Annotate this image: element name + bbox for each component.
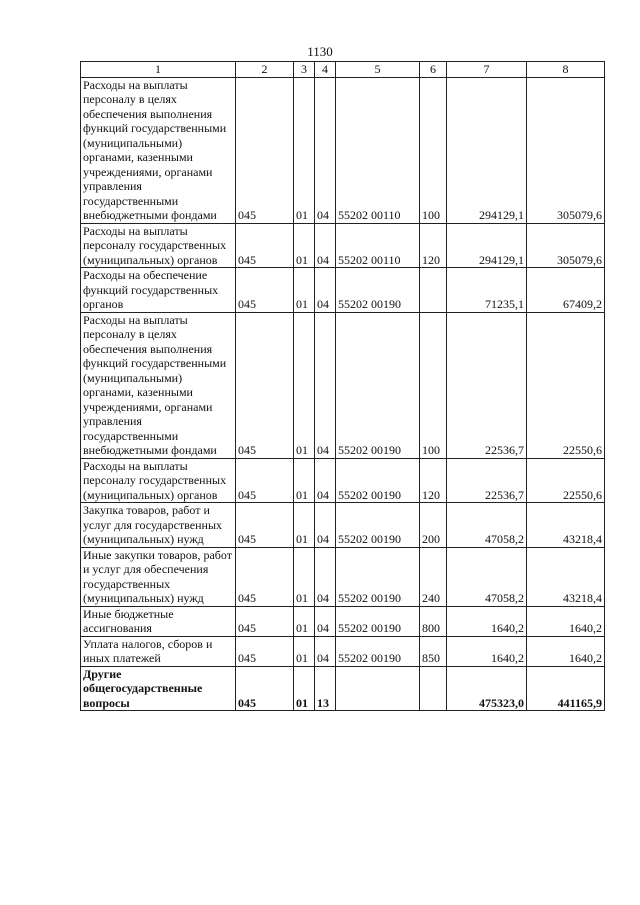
subsection-code: 04 [315, 77, 336, 223]
ministry-code: 045 [236, 458, 294, 503]
column-header: 6 [420, 62, 447, 78]
expense-type-code: 800 [420, 606, 447, 636]
expense-type-code: 100 [420, 312, 447, 458]
column-header: 1 [81, 62, 236, 78]
section-code: 01 [294, 77, 315, 223]
amount-year-1: 71235,1 [447, 268, 527, 313]
section-code: 01 [294, 666, 315, 711]
ministry-code: 045 [236, 77, 294, 223]
amount-year-2: 441165,9 [527, 666, 605, 711]
ministry-code: 045 [236, 666, 294, 711]
column-header: 7 [447, 62, 527, 78]
subsection-code: 04 [315, 312, 336, 458]
section-code: 01 [294, 458, 315, 503]
ministry-code: 045 [236, 223, 294, 268]
ministry-code: 045 [236, 268, 294, 313]
column-header: 4 [315, 62, 336, 78]
subsection-code: 04 [315, 636, 336, 666]
amount-year-2: 22550,6 [527, 312, 605, 458]
expense-type-code [420, 666, 447, 711]
amount-year-2: 305079,6 [527, 77, 605, 223]
amount-year-2: 1640,2 [527, 606, 605, 636]
row-description: Расходы на выплаты персоналу в целях обеспечения выполнения функций государственными (муниципальными) органами, казенными учреждениями, органами управления государственными внебюджетными фондами [81, 77, 236, 223]
target-article-code: 55202 00110 [336, 77, 420, 223]
ministry-code: 045 [236, 606, 294, 636]
amount-year-1: 1640,2 [447, 606, 527, 636]
expense-type-code: 120 [420, 458, 447, 503]
row-description: Закупка товаров, работ и услуг для государственных (муниципальных) нужд [81, 503, 236, 548]
row-description: Иные закупки товаров, работ и услуг для обеспечения государственных (муниципальных) нужд [81, 547, 236, 606]
target-article-code [336, 666, 420, 711]
table-row [81, 223, 605, 268]
row-description: Расходы на выплаты персоналу государственных (муниципальных) органов [81, 458, 236, 503]
section-code: 01 [294, 606, 315, 636]
row-description: Иные бюджетные ассигнования [81, 606, 236, 636]
subsection-code: 04 [315, 458, 336, 503]
expense-type-code: 240 [420, 547, 447, 606]
expense-type-code [420, 268, 447, 313]
target-article-code: 55202 00190 [336, 503, 420, 548]
row-description: Расходы на обеспечение функций государственных органов [81, 268, 236, 313]
table-row [81, 503, 605, 548]
amount-year-2: 67409,2 [527, 268, 605, 313]
expense-type-code: 100 [420, 77, 447, 223]
table-row [81, 312, 605, 458]
amount-year-1: 47058,2 [447, 503, 527, 548]
column-header: 8 [527, 62, 605, 78]
section-code: 01 [294, 223, 315, 268]
amount-year-1: 47058,2 [447, 547, 527, 606]
ministry-code: 045 [236, 503, 294, 548]
ministry-code: 045 [236, 636, 294, 666]
budget-table [80, 61, 605, 711]
target-article-code: 55202 00190 [336, 312, 420, 458]
subsection-code: 04 [315, 547, 336, 606]
section-code: 01 [294, 547, 315, 606]
page-number: 1130 [307, 44, 333, 59]
section-code: 01 [294, 503, 315, 548]
row-description: Расходы на выплаты персоналу государственных (муниципальных) органов [81, 223, 236, 268]
target-article-code: 55202 00190 [336, 636, 420, 666]
subsection-code: 04 [315, 223, 336, 268]
amount-year-1: 1640,2 [447, 636, 527, 666]
table-row [81, 547, 605, 606]
subsection-code: 04 [315, 503, 336, 548]
section-code: 01 [294, 268, 315, 313]
target-article-code: 55202 00190 [336, 606, 420, 636]
table-row [81, 458, 605, 503]
row-description: Другие общегосударственные вопросы [81, 666, 236, 711]
table-row [81, 636, 605, 666]
column-header: 2 [236, 62, 294, 78]
amount-year-2: 22550,6 [527, 458, 605, 503]
target-article-code: 55202 00190 [336, 458, 420, 503]
section-code: 01 [294, 312, 315, 458]
ministry-code: 045 [236, 547, 294, 606]
amount-year-1: 22536,7 [447, 312, 527, 458]
subsection-code: 04 [315, 268, 336, 313]
expense-type-code: 850 [420, 636, 447, 666]
expense-type-code: 200 [420, 503, 447, 548]
ministry-code: 045 [236, 312, 294, 458]
table-header-row [81, 62, 605, 78]
subsection-code: 13 [315, 666, 336, 711]
row-description: Уплата налогов, сборов и иных платежей [81, 636, 236, 666]
target-article-code: 55202 00190 [336, 547, 420, 606]
amount-year-1: 475323,0 [447, 666, 527, 711]
column-header: 5 [336, 62, 420, 78]
amount-year-2: 43218,4 [527, 503, 605, 548]
amount-year-2: 1640,2 [527, 636, 605, 666]
row-description: Расходы на выплаты персоналу в целях обеспечения выполнения функций государственными (муниципальными) органами, казенными учреждениями, органами управления государственными внебюджетными фондами [81, 312, 236, 458]
amount-year-2: 43218,4 [527, 547, 605, 606]
amount-year-1: 294129,1 [447, 223, 527, 268]
target-article-code: 55202 00190 [336, 268, 420, 313]
table-row [81, 268, 605, 313]
amount-year-1: 294129,1 [447, 77, 527, 223]
amount-year-2: 305079,6 [527, 223, 605, 268]
subsection-code: 04 [315, 606, 336, 636]
section-code: 01 [294, 636, 315, 666]
amount-year-1: 22536,7 [447, 458, 527, 503]
table-row-total [81, 666, 605, 711]
table-row [81, 606, 605, 636]
column-header: 3 [294, 62, 315, 78]
table-row [81, 77, 605, 223]
expense-type-code: 120 [420, 223, 447, 268]
target-article-code: 55202 00110 [336, 223, 420, 268]
